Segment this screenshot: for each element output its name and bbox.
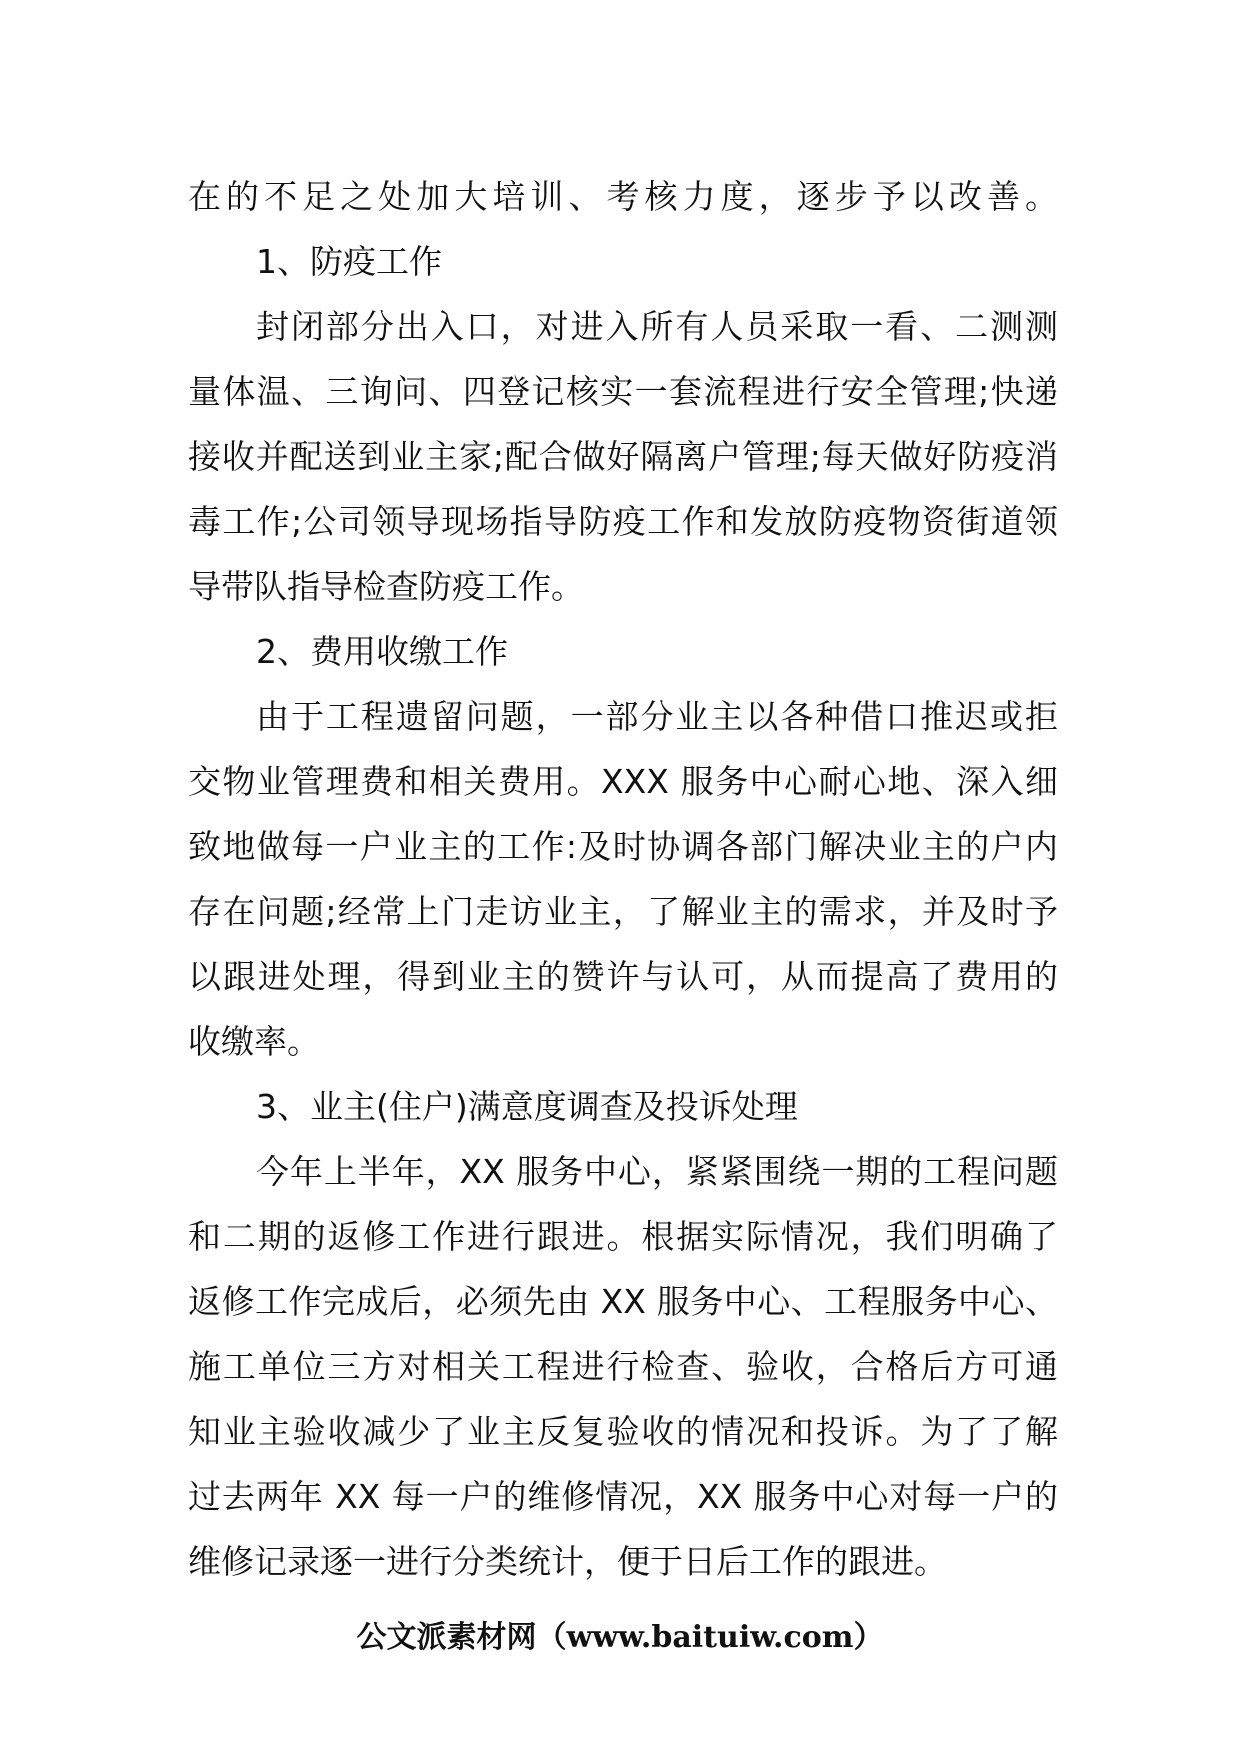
paragraph-line: 由于工程遗留问题，一部分业主以各种借口推迟或拒 [256,697,1058,736]
paragraph-line: 以跟进处理，得到业主的赞许与认可，从而提高了费用的 [188,957,1058,996]
section-heading-satisfaction-survey: 3、业主(住户)满意度调查及投诉处理 [256,1087,798,1126]
paragraph-line: 收缴率。 [188,1022,320,1061]
paragraph-line: 维修记录逐一进行分类统计，便于日后工作的跟进。 [188,1542,947,1581]
document-body [188,164,1058,1594]
paragraph-line: 和二期的返修工作进行跟进。根据实际情况，我们明确了 [188,1217,1058,1256]
paragraph-line: 过去两年 XX 每一户的维修情况，XX 服务中心对每一户的 [188,1477,1058,1516]
paragraph-line: 存在问题;经常上门走访业主，了解业主的需求，并及时予 [188,892,1058,931]
paragraph-line: 导带队指导检查防疫工作。 [188,567,584,606]
paragraph-line: 毒工作;公司领导现场指导防疫工作和发放防疫物资街道领 [188,502,1058,541]
paragraph-line: 知业主验收减少了业主反复验收的情况和投诉。为了了解 [188,1412,1058,1451]
paragraph-line: 接收并配送到业主家;配合做好隔离户管理;每天做好防疫消 [188,437,1058,476]
paragraph-line: 返修工作完成后，必须先由 XX 服务中心、工程服务中心、 [188,1282,1058,1321]
section-heading-fee-collection: 2、费用收缴工作 [256,632,508,671]
section-heading-epidemic-prevention: 1、防疫工作 [256,242,442,281]
paragraph-line: 在的不足之处加大培训、考核力度，逐步予以改善。 [188,177,1058,216]
page-footer-watermark: 公文派素材网（www.baituiw.com） [356,1620,884,1655]
paragraph-line: 施工单位三方对相关工程进行检查、验收，合格后方可通 [188,1347,1058,1386]
paragraph-line: 今年上半年，XX 服务中心，紧紧围绕一期的工程问题 [256,1152,1058,1191]
paragraph-line: 量体温、三询问、四登记核实一套流程进行安全管理;快递 [188,372,1058,411]
paragraph-line: 致地做每一户业主的工作:及时协调各部门解决业主的户内 [188,827,1058,866]
paragraph-line: 封闭部分出入口，对进入所有人员采取一看、二测测 [256,307,1058,346]
paragraph-line: 交物业管理费和相关费用。XXX 服务中心耐心地、深入细 [188,762,1058,801]
